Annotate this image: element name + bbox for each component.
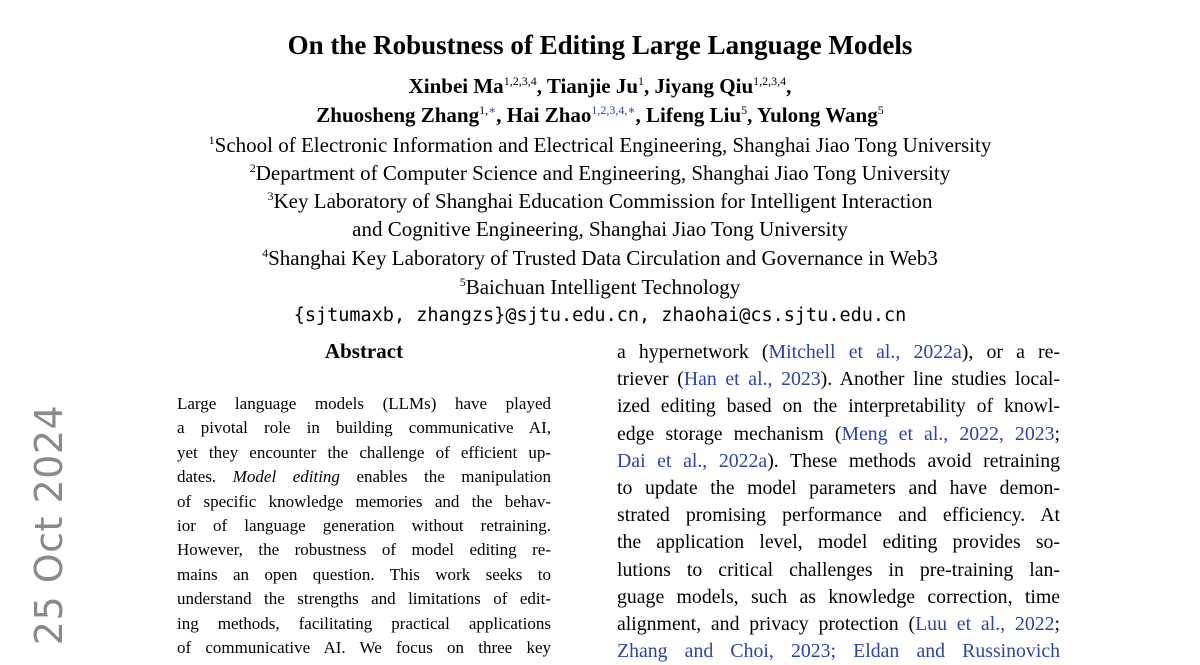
author-name: Jiyang Qiu (654, 74, 754, 98)
affiliation-1: $^1$School of Electronic Information and Electrical Engineering, Shanghai Jiao Tong University (208, 133, 992, 157)
author-name: Yulong Wang (756, 103, 878, 127)
author-name: Lifeng Liu (646, 103, 742, 127)
paper-title: On the Robustness of Editing Large Language Models (287, 30, 913, 60)
author-affiliation: 1 (638, 74, 645, 88)
abstract-line: ing methods, facilitating practical applications (177, 613, 551, 633)
author-name: Tianjie Ju (546, 74, 639, 98)
author-emails: {sjtumaxb, zhangzs}@sjtu.edu.cn, zhaohai@cs.sjtu.edu.cn (293, 305, 907, 326)
body-line: ized editing based on the interpretability of knowl- (617, 395, 1060, 418)
arxiv-date-stamp (14, 404, 84, 646)
author-line-1: Xinbei Ma$^{1,2,3,4}$, Tianjie Ju$^1$, Jiyang Qiu$^{1,2,3,4}$, (408, 74, 792, 98)
body-line: the application level, model editing provides so- (617, 531, 1060, 554)
affiliation-4: $^4$Shanghai Key Laboratory of Trusted Data Circulation and Governance in Web3 (262, 246, 938, 270)
body-line: strated promising performance and efficiency. At (617, 504, 1060, 527)
author-affiliation[interactable]: 1,2,3,4,∗ (591, 103, 636, 117)
affiliation-2: $^2$Department of Computer Science and Engineering, Shanghai Jiao Tong University (249, 161, 951, 185)
body-line: to update the model parameters and have demon- (617, 477, 1060, 500)
body-line: guage models, such as knowledge correction, time (617, 585, 1060, 608)
body-line: alignment, and privacy protection (Luu et al., 2022; (617, 613, 1060, 636)
author-affiliation: 1,2,3,4 (503, 74, 537, 88)
body-line: edge storage mechanism (Meng et al., 2022, 2023; (617, 422, 1060, 445)
abstract-line: yet they encounter the challenge of efficient up- (177, 442, 551, 462)
corresponding-author-mark[interactable]: ∗ (488, 103, 497, 117)
body-line: triever (Han et al., 2023). Another line studies local- (617, 368, 1061, 391)
citation-link[interactable]: Han et al., 2023 (683, 368, 821, 391)
author-affiliation: 5 (877, 103, 884, 117)
body-line: Dai et al., 2022a). These methods avoid retraining (617, 449, 1060, 472)
citation-link[interactable]: Luu et al., 2022 (915, 613, 1055, 636)
abstract-line: However, the robustness of model editing re- (177, 540, 551, 560)
citation-link[interactable]: Zhang and Choi, 2023; Eldan and Russinovich (617, 640, 1060, 663)
abstract-line: dates. Model editing enables the manipulation (177, 467, 551, 487)
affiliation-5: $^5$Baichuan Intelligent Technology (459, 275, 741, 299)
affiliation-3: $^3$Key Laboratory of Shanghai Education Commission for Intelligent Interaction (267, 189, 933, 213)
author-name: Hai Zhao (506, 103, 592, 127)
abstract-line: of specific knowledge memories and the behav- (177, 491, 551, 511)
author-line-2: Zhuosheng Zhang$^{1,∗}$, Hai Zhao$^{1,2,3,4,∗}$, Lifeng Liu$^5$, Yulong Wang$^5$ (316, 103, 884, 127)
abstract-body (177, 392, 551, 660)
author-affiliation: 5 (741, 103, 748, 117)
body-column-right (617, 339, 1060, 665)
affiliation-3-continued: and Cognitive Engineering, Shanghai Jiao Tong University (352, 217, 848, 241)
italic-term: Model editing (232, 467, 340, 487)
abstract-line: mains an open question. This work seeks to (177, 564, 551, 584)
abstract-line: of communicative AI. We focus on three key (177, 638, 551, 658)
abstract-heading: Abstract (324, 339, 404, 363)
body-line: lutions to critical challenges in pre-training lan- (617, 558, 1060, 581)
abstract-line: understand the strengths and limitations of edit- (177, 589, 551, 609)
author-affiliation: 1,2,3,4 (753, 74, 787, 88)
author-name: Xinbei Ma (408, 74, 504, 98)
abstract-line: Large language models (LLMs) have played (177, 394, 551, 413)
author-name: Zhuosheng Zhang (316, 103, 480, 127)
abstract-line: a pivotal role in building communicative AI, (177, 418, 551, 438)
body-line: a hypernetwork (Mitchell et al., 2022a), or a re- (617, 341, 1060, 363)
arxiv-date: 25 Oct 2024 (27, 404, 71, 646)
body-line (617, 638, 1060, 665)
citation-link[interactable]: Meng et al., 2022, 2023 (841, 422, 1055, 445)
author-affiliation: 1, (479, 103, 489, 117)
citation-link[interactable]: Mitchell et al., 2022a (768, 341, 962, 363)
citation-link[interactable]: Dai et al., 2022a (617, 449, 768, 472)
abstract-line: ior of language generation without retraining. (177, 516, 551, 536)
